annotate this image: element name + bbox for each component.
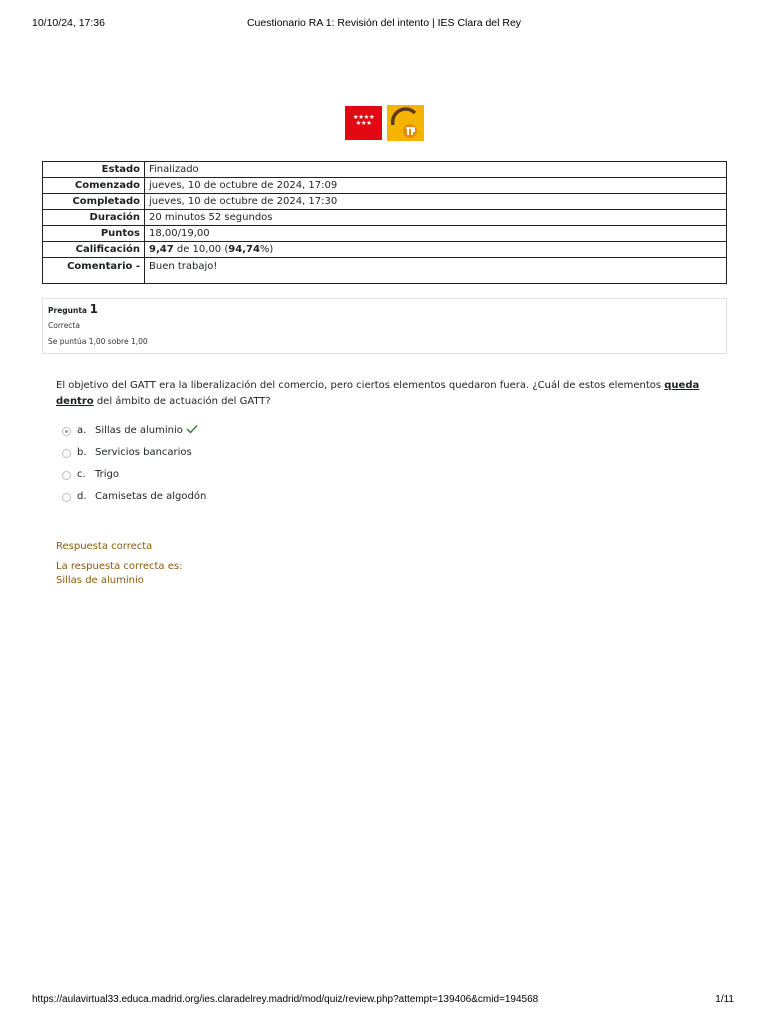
answer-option-b[interactable] — [60, 445, 460, 467]
radio-icon[interactable] — [62, 493, 71, 502]
summary-row-calificacion — [43, 242, 727, 258]
question-grade: Se puntúa 1,00 sobre 1,00 — [48, 337, 148, 346]
print-page-number: 1/11 — [715, 994, 734, 1005]
summary-row-puntos — [43, 226, 727, 242]
answer-text: Servicios bancarios — [95, 447, 192, 458]
correct-check-icon — [186, 424, 198, 434]
feedback-correct-intro: La respuesta correcta es: — [56, 561, 183, 572]
answer-list — [60, 423, 460, 511]
summary-label: Comentario - — [43, 258, 145, 284]
summary-label: Duración — [43, 210, 145, 226]
claradelrey-fp-logo — [387, 105, 424, 141]
summary-value: jueves, 10 de octubre de 2024, 17:09 — [145, 178, 727, 194]
radio-selected-icon[interactable] — [62, 427, 71, 436]
question-text-emphasis: queda dentro — [56, 380, 700, 407]
answer-letter: a. — [77, 425, 87, 436]
logos — [345, 105, 425, 141]
summary-label: Completado — [43, 194, 145, 210]
grade-end: %) — [259, 244, 274, 255]
summary-value: 18,00/19,00 — [145, 226, 727, 242]
summary-value: 20 minutos 52 segundos — [145, 210, 727, 226]
radio-icon[interactable] — [62, 449, 71, 458]
question-number-value: 1 — [89, 302, 98, 316]
answer-text — [95, 423, 198, 439]
print-page-title: Cuestionario RA 1: Revisión del intento | IES Clara del Rey — [246, 17, 522, 29]
question-number — [48, 302, 98, 316]
answer-option-d[interactable] — [60, 489, 460, 511]
grade-percent: 94,74 — [228, 244, 260, 255]
grade-value: 9,47 — [149, 244, 174, 255]
summary-value — [145, 242, 727, 258]
summary-row-completado — [43, 194, 727, 210]
summary-label: Calificación — [43, 242, 145, 258]
question-state: Correcta — [48, 321, 80, 330]
feedback-result: Respuesta correcta — [56, 541, 153, 552]
print-url: https://aulavirtual33.educa.madrid.org/ies.claradelrey.madrid/mod/quiz/review.php?attempt=139406&cmid=194568 — [32, 994, 539, 1005]
summary-value: Finalizado — [145, 162, 727, 178]
summary-row-duracion — [43, 210, 727, 226]
summary-row-comenzado — [43, 178, 727, 194]
grade-mid: de 10,00 ( — [173, 244, 229, 255]
print-header — [32, 17, 736, 31]
madrid-stars-icon: ★★★★ ★★★ — [352, 113, 375, 127]
summary-label: Estado — [43, 162, 145, 178]
summary-label: Puntos — [43, 226, 145, 242]
question-text — [56, 378, 716, 410]
feedback-correct-answer: Sillas de aluminio — [56, 575, 144, 586]
answer-label: Sillas de aluminio — [95, 425, 183, 436]
attempt-summary-table — [42, 161, 727, 284]
question-text-after: del ámbito de actuación del GATT? — [93, 396, 271, 407]
print-footer — [32, 994, 736, 1008]
question-label: Pregunta — [48, 306, 87, 315]
question-info-box — [42, 298, 727, 354]
summary-row-estado — [43, 162, 727, 178]
question-text-before: El objetivo del GATT era la liberalización del comercio, pero ciertos elementos quedaron fuera. ¿Cuál de estos elementos — [56, 380, 665, 391]
radio-icon[interactable] — [62, 471, 71, 480]
answer-text: Camisetas de algodón — [95, 491, 207, 502]
answer-letter: c. — [77, 469, 86, 480]
answer-option-c[interactable] — [60, 467, 460, 489]
summary-row-comentario — [43, 258, 727, 284]
summary-value: Buen trabajo! — [145, 258, 727, 284]
answer-option-a[interactable] — [60, 423, 460, 445]
print-datetime: 10/10/24, 17:36 — [32, 17, 105, 29]
answer-text: Trigo — [95, 469, 119, 480]
summary-label: Comenzado — [43, 178, 145, 194]
comunidad-de-madrid-logo — [345, 106, 382, 140]
summary-value: jueves, 10 de octubre de 2024, 17:30 — [145, 194, 727, 210]
answer-letter: d. — [77, 491, 87, 502]
answer-letter: b. — [77, 447, 87, 458]
